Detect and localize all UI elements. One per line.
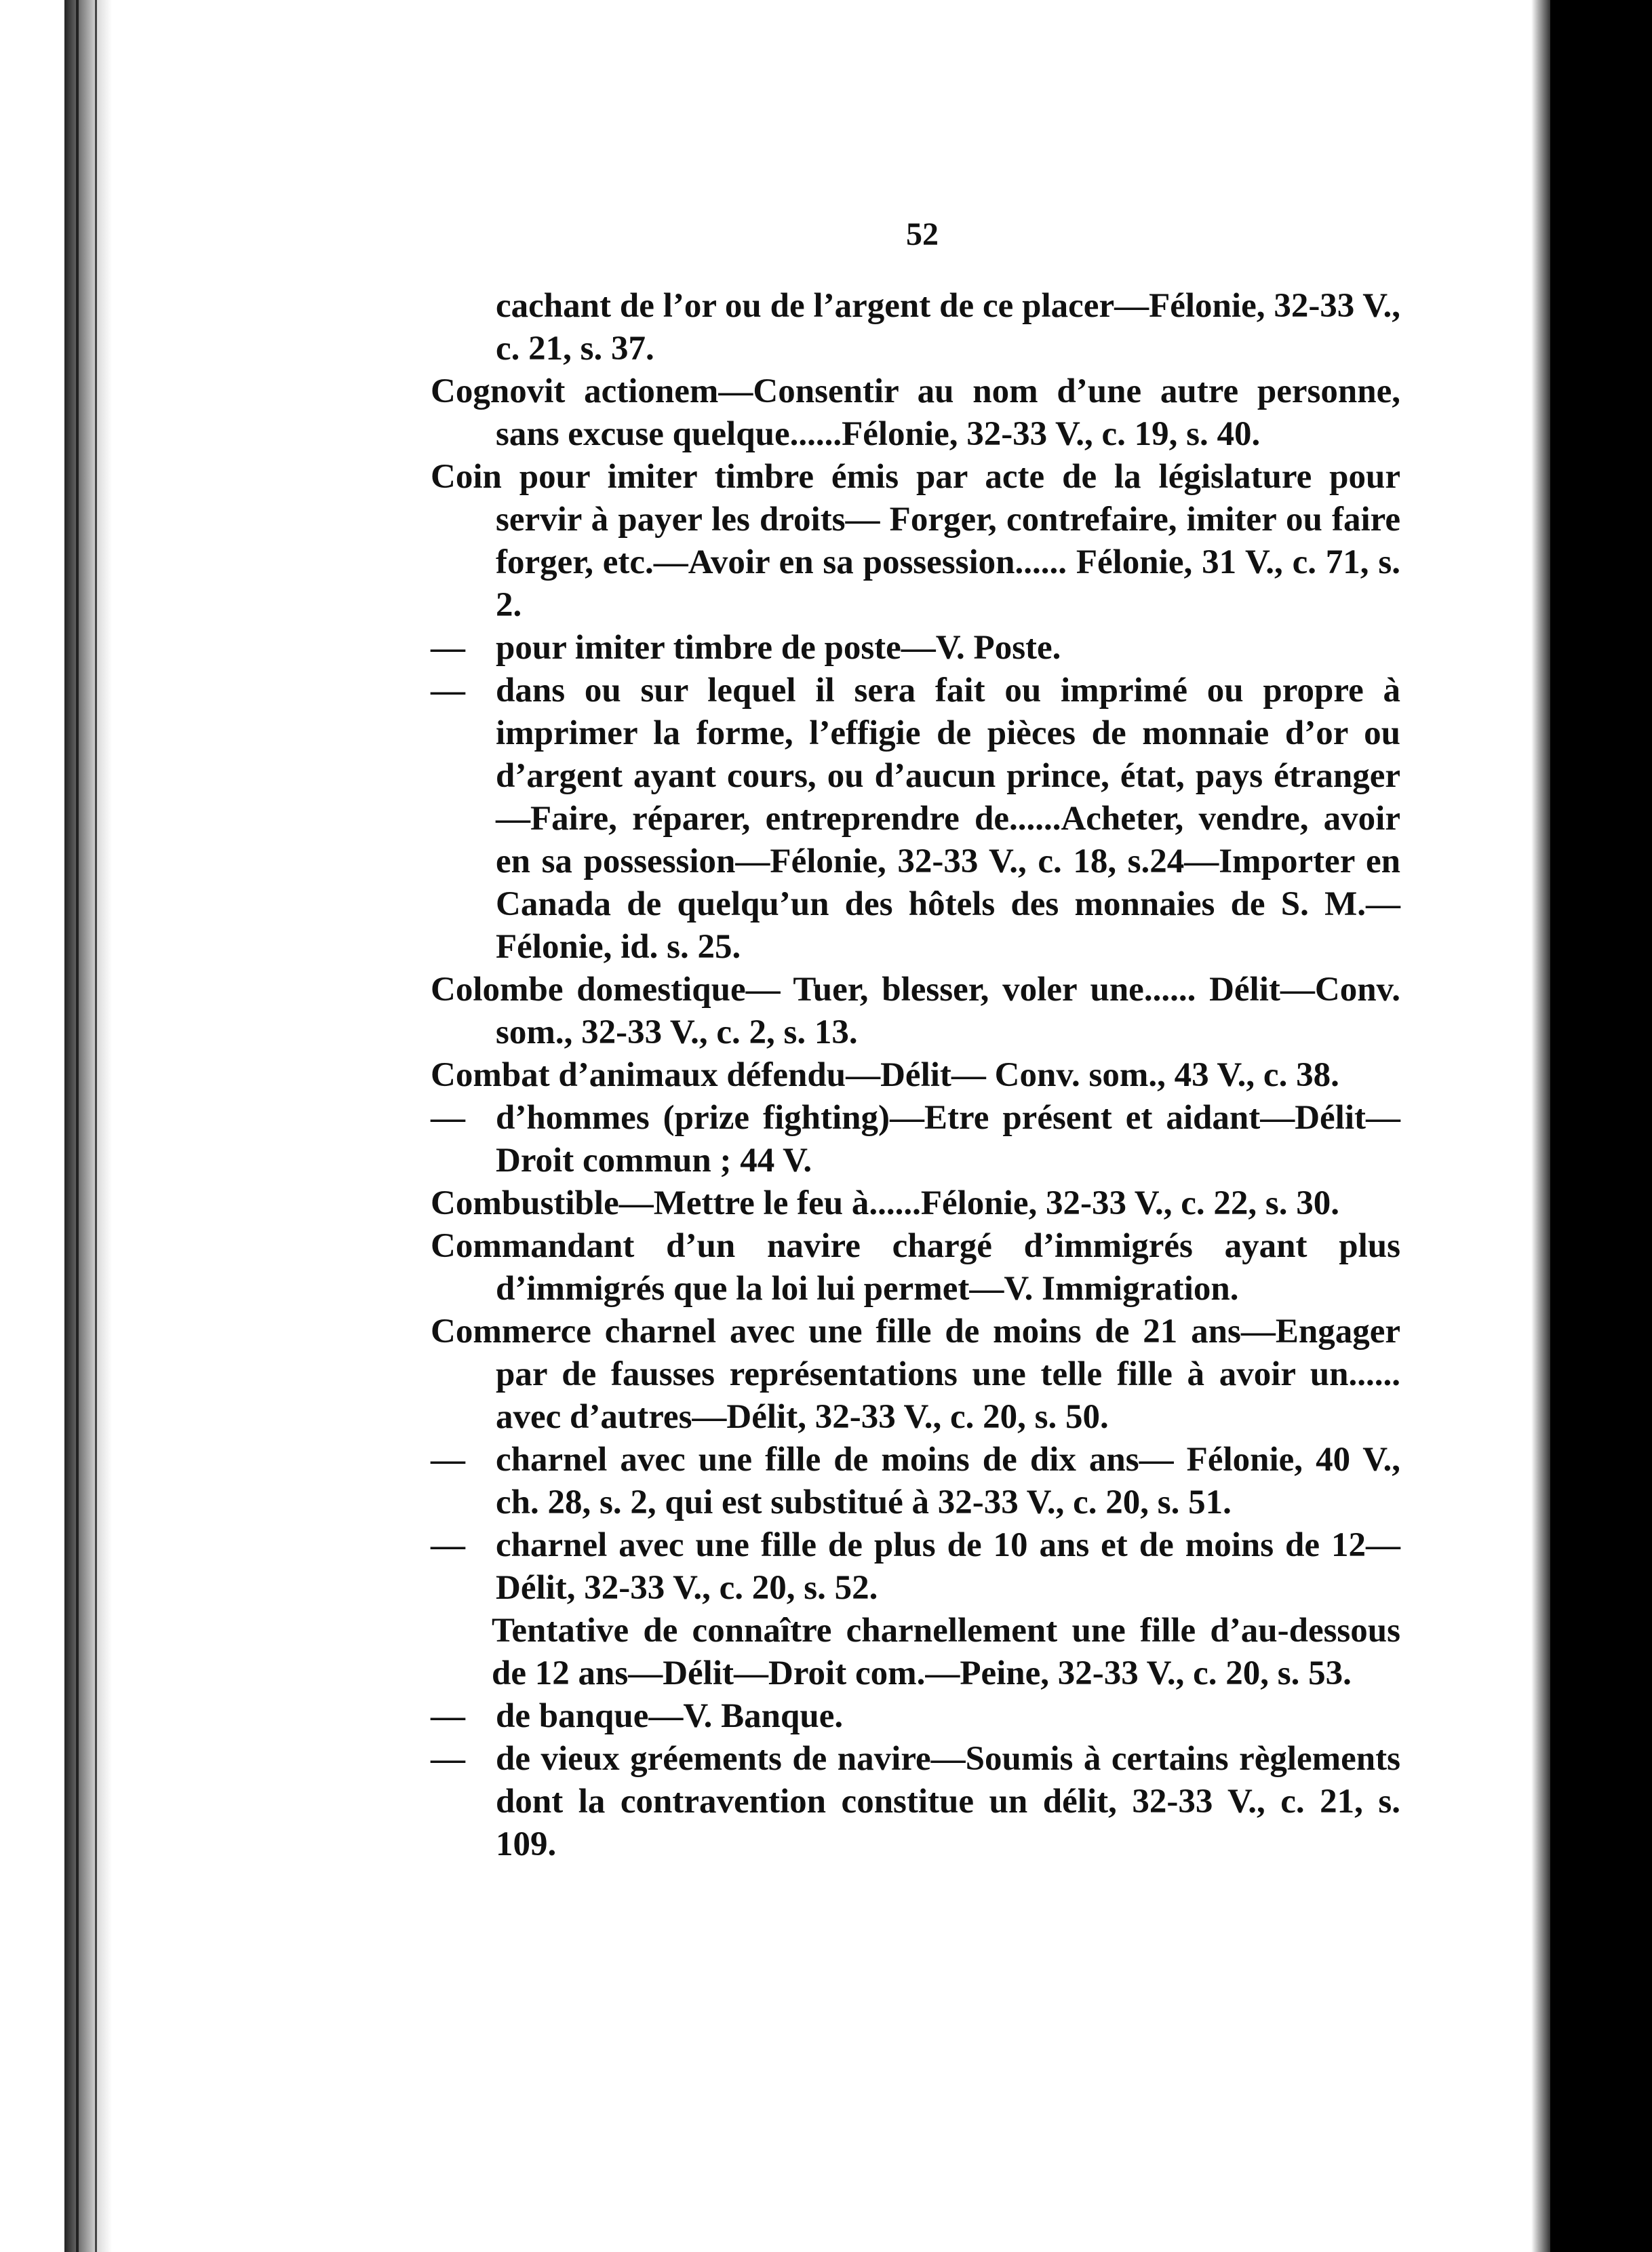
index-entry: cachant de l’or ou de l’argent de ce placer—Félonie, 32-33 V., c. 21, s. 37. <box>496 287 1400 368</box>
index-entry: Combustible—Mettre le feu à......Félonie, 32-33 V., c. 22, s. 30. <box>431 1184 1340 1222</box>
ditto-dash: — <box>431 1526 465 1564</box>
right-scan-border <box>1550 0 1652 2252</box>
index-subentry <box>431 627 1400 669</box>
index-subentry <box>431 1738 1400 1866</box>
right-edge-shadow <box>1531 0 1550 2252</box>
subentry-text: charnel avec une fille de moins de dix ans— Félonie, 40 V., ch. 28, s. 2, qui est substitué à 32-33 V., c. 20, s. 51. <box>496 1441 1400 1521</box>
index-paragraph: Tentative de connaître charnellement une fille d’au-dessous de 12 ans—Délit—Droit com.—Peine, 32-33 V., c. 20, s. 53. <box>492 1612 1400 1692</box>
subentry-text: dans ou sur lequel il sera fait ou imprimé ou propre à imprimer la forme, l’effigie de pièces de monnaie d’or ou d’argent ayant cours, ou d’aucun prince, état, pays étranger—Faire, réparer, entreprendre de......Acheter, vendre, avoir en sa possession—Félonie, 32-33 V., c. 18, s.24—Importer en Canada de quelqu’un des hôtels des monnaies de S. M.—Félonie, id. s. 25. <box>496 672 1400 966</box>
subentry-text: d’hommes (prize fighting)—Etre présent et aidant—Délit—Droit commun ; 44 V. <box>496 1099 1400 1180</box>
index-subentry <box>431 1439 1400 1524</box>
spine-line <box>76 0 79 2252</box>
index-entry: Cognovit actionem—Consentir au nom d’une autre personne, sans excuse quelque......Félonie, 32-33 V., c. 19, s. 40. <box>431 372 1400 453</box>
index-subentry <box>431 1097 1400 1182</box>
subentry-text: de vieux gréements de navire—Soumis à certains règlements dont la contravention constitue un délit, 32-33 V., c. 21, s. 109. <box>496 1740 1400 1863</box>
book-spine-shadow <box>64 0 112 2252</box>
page-number: 52 <box>906 216 939 252</box>
page-body <box>431 285 1400 1866</box>
subentry-text: pour imiter timbre de poste—V. Poste. <box>496 629 1061 667</box>
spine-line <box>95 0 97 2252</box>
subentry-text: de banque—V. Banque. <box>496 1697 844 1735</box>
ditto-dash: — <box>431 1441 465 1479</box>
index-subentry <box>431 1524 1400 1610</box>
index-subentry <box>431 669 1400 969</box>
index-subentry <box>431 1695 1400 1738</box>
index-entry: Coin pour imiter timbre émis par acte de la législature pour servir à payer les droits— Forger, contrefaire, imiter ou faire forger, etc.—Avoir en sa possession...... Félonie, 31 V., c. 71, s. 2. <box>431 458 1400 624</box>
index-entry: Commandant d’un navire chargé d’immigrés ayant plus d’immigrés que la loi lui permet—V. Immigration. <box>431 1227 1400 1308</box>
ditto-dash: — <box>431 672 465 710</box>
subentry-text: charnel avec une fille de plus de 10 ans et de moins de 12—Délit, 32-33 V., c. 20, s. 52. <box>496 1526 1400 1607</box>
ditto-dash: — <box>431 629 465 667</box>
ditto-dash: — <box>431 1740 465 1778</box>
index-entry: Colombe domestique— Tuer, blesser, voler une...... Délit—Conv. som., 32-33 V., c. 2, s. 13. <box>431 971 1400 1051</box>
index-entry: Combat d’animaux défendu—Délit— Conv. som., 43 V., c. 38. <box>431 1056 1339 1094</box>
ditto-dash: — <box>431 1099 465 1137</box>
index-entry: Commerce charnel avec une fille de moins de 21 ans—Engager par de fausses représentations une telle fille à avoir un...... avec d’autres—Délit, 32-33 V., c. 20, s. 50. <box>431 1313 1400 1436</box>
ditto-dash: — <box>431 1697 465 1735</box>
